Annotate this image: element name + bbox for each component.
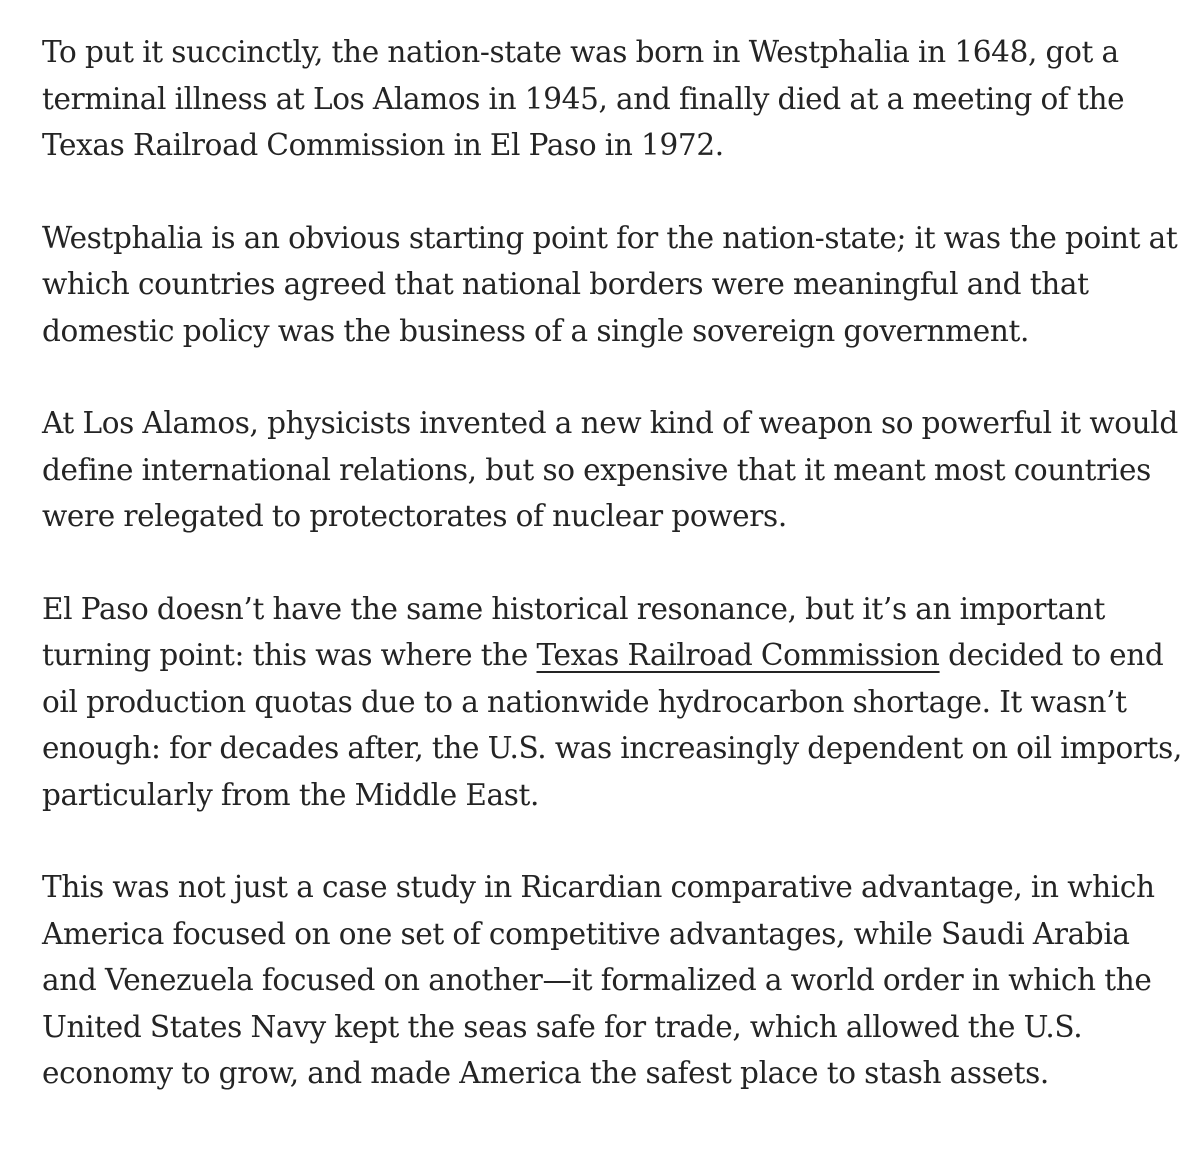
paragraph-comparative-advantage: This was not just a case study in Ricardian comparative advantage, in which America focused on one set of competitive advantages, while Saudi Arabia and Venezuela focused on another—it formalized a world order in which the United States Navy kept the seas safe for trade, which allowed the U.S. economy to grow, and made America the safest place to stash assets. bbox=[42, 870, 1155, 1090]
paragraph-el-paso-text-end: decided to end oil production quotas due to a nationwide hydrocarbon shortage. It wasn’t enough: for decades after, the U.S. was increasingly dependent on oil imports, particularly from the Middle East. bbox=[42, 638, 1182, 812]
texas-railroad-commission-link[interactable]: Texas Railroad Commission bbox=[536, 638, 940, 672]
paragraph-westphalia: Westphalia is an obvious starting point for the nation-state; it was the point at which countries agreed that national borders were meaningful and that domestic policy was the business of a single sovereign government. bbox=[42, 220, 1178, 348]
paragraph-westphalia-summary: To put it succinctly, the nation-state was born in Westphalia in 1648, got a terminal illness at Los Alamos in 1945, and finally died at a meeting of the Texas Railroad Commission in El Paso in 1972. bbox=[42, 35, 1125, 162]
article-body bbox=[42, 29, 1192, 1143]
paragraph-el-paso-text-start: El Paso doesn’t have the same historical resonance, but it’s an important turning point: this was where the bbox=[42, 591, 1105, 672]
paragraph-el-paso bbox=[42, 586, 1192, 819]
paragraph-los-alamos: At Los Alamos, physicists invented a new kind of weapon so powerful it would define international relations, but so expensive that it meant most countries were relegated to protectorates of nuclear powers. bbox=[42, 406, 1178, 533]
